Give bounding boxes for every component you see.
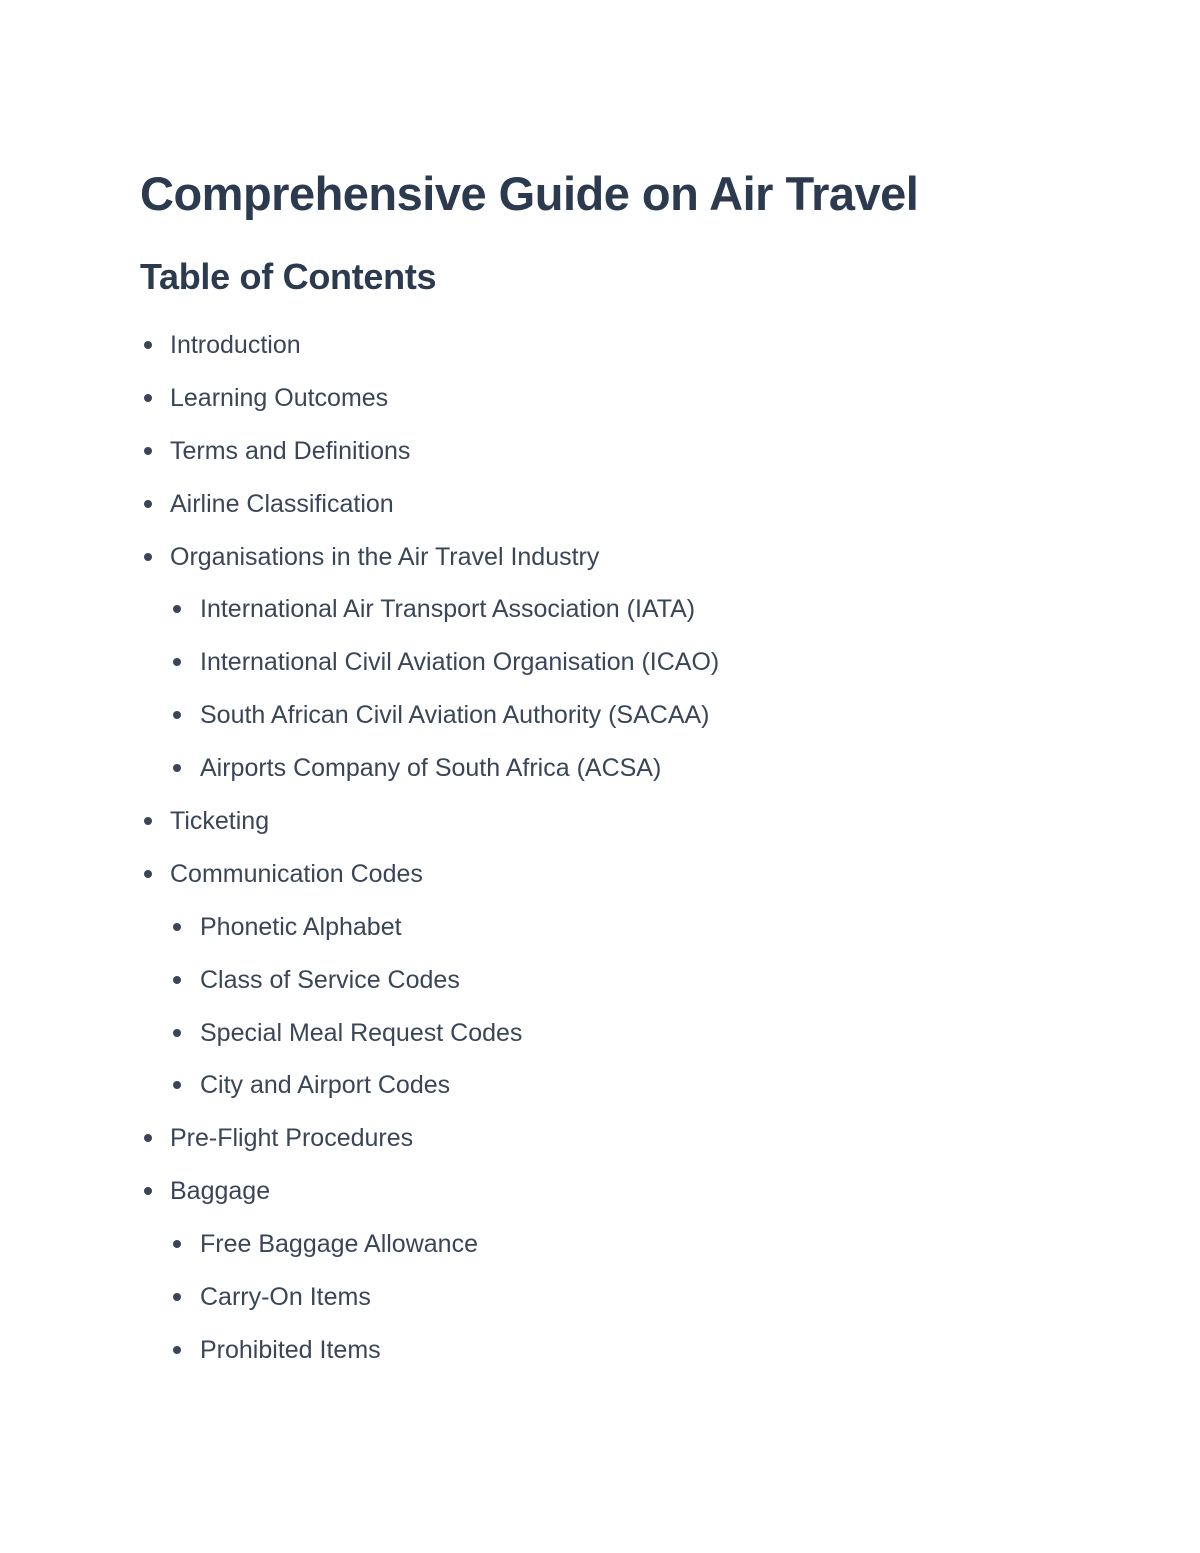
toc-item — [140, 1165, 719, 1218]
toc-item-label: Carry-On Items — [200, 1283, 371, 1312]
toc-item — [140, 848, 719, 901]
bullet-icon — [173, 711, 181, 719]
bullet-icon — [144, 1134, 152, 1142]
toc-item — [140, 319, 719, 372]
toc-item-label: Airports Company of South Africa (ACSA) — [200, 754, 662, 783]
bullet-icon — [173, 1029, 181, 1037]
bullet-icon — [144, 553, 152, 561]
bullet-icon — [173, 976, 181, 984]
toc-item — [140, 795, 719, 848]
toc-item-label: International Civil Aviation Organisation (ICAO) — [200, 648, 720, 677]
toc-item — [140, 1112, 719, 1165]
toc-item-label: Learning Outcomes — [170, 383, 389, 412]
toc-item — [140, 372, 719, 425]
toc-subitem — [140, 954, 719, 1007]
toc-item-label: Free Baggage Allowance — [200, 1230, 478, 1259]
bullet-icon — [173, 605, 181, 613]
toc-item-label: Phonetic Alphabet — [200, 912, 402, 941]
toc-item-label: Special Meal Request Codes — [200, 1018, 523, 1047]
toc-item-label: Ticketing — [170, 807, 270, 836]
toc-subitem — [140, 901, 719, 954]
document-title: Comprehensive Guide on Air Travel — [140, 167, 919, 220]
toc-item-label: Class of Service Codes — [200, 965, 460, 994]
toc-item-label: Communication Codes — [170, 859, 423, 888]
bullet-icon — [173, 764, 181, 772]
bullet-icon — [173, 1081, 181, 1089]
toc-heading: Table of Contents — [140, 256, 437, 297]
toc-subitem — [140, 1271, 719, 1324]
bullet-icon — [144, 447, 152, 455]
toc-item — [140, 425, 719, 478]
toc-item — [140, 478, 719, 531]
toc-item-label: Pre-Flight Procedures — [170, 1124, 414, 1153]
toc-subitem — [140, 636, 719, 689]
bullet-icon — [173, 1240, 181, 1248]
toc-item-label: Prohibited Items — [200, 1335, 381, 1364]
toc-item-label: Airline Classification — [170, 489, 394, 518]
table-of-contents — [140, 319, 719, 1377]
toc-item — [140, 531, 719, 584]
toc-item-label: South African Civil Aviation Authority (SACAA) — [200, 701, 710, 730]
toc-subitem — [140, 689, 719, 742]
bullet-icon — [144, 341, 152, 349]
bullet-icon — [144, 394, 152, 402]
bullet-icon — [144, 500, 152, 508]
bullet-icon — [173, 923, 181, 931]
toc-subitem — [140, 1324, 719, 1377]
bullet-icon — [144, 870, 152, 878]
toc-subitem — [140, 583, 719, 636]
bullet-icon — [173, 1293, 181, 1301]
toc-subitem — [140, 1059, 719, 1112]
toc-item-label: City and Airport Codes — [200, 1071, 451, 1100]
toc-item-label: Introduction — [170, 331, 301, 359]
bullet-icon — [144, 1187, 152, 1195]
toc-item-label: Organisations in the Air Travel Industry — [170, 542, 600, 571]
toc-subitem — [140, 742, 719, 795]
toc-subitem — [140, 1007, 719, 1060]
toc-item-label: International Air Transport Association (IATA) — [200, 595, 696, 624]
toc-item-label: Baggage — [170, 1177, 271, 1206]
toc-item-label: Terms and Definitions — [170, 436, 411, 465]
bullet-icon — [173, 1346, 181, 1354]
toc-subitem — [140, 1218, 719, 1271]
bullet-icon — [144, 817, 152, 825]
bullet-icon — [173, 658, 181, 666]
